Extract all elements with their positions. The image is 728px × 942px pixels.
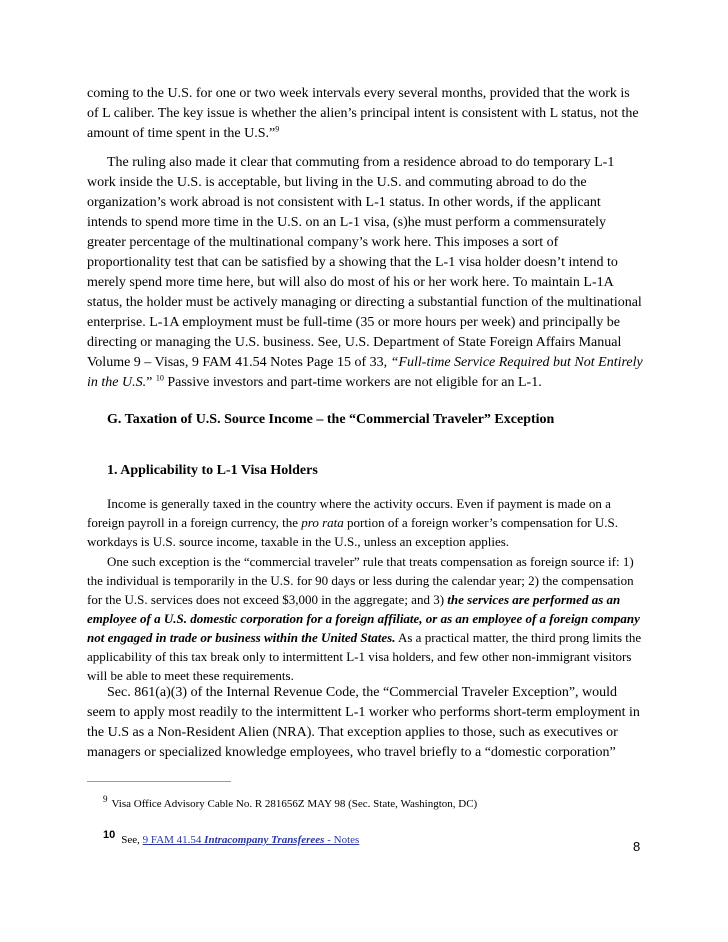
footnote-9 (103, 794, 478, 810)
paragraph-commuting (87, 153, 644, 393)
link-text-b: - Notes (324, 834, 360, 846)
footnote-separator (87, 781, 231, 782)
paragraph-commuting-tail: Passive investors and part-time workers are not eligible for an L-1. (163, 375, 542, 390)
link-text-a: 9 FAM 41.54 (142, 834, 205, 846)
fam-intracompany-link[interactable] (143, 834, 360, 846)
closing-quote: ” (146, 375, 153, 390)
paragraph-income-tax-text: Income is generally taxed in the country where the activity occurs. Even if payment is made on a foreign payroll in a foreign currency, the (87, 496, 611, 530)
paragraph-income-tax (87, 494, 644, 551)
footnote-10 (103, 829, 360, 846)
paragraph-income-tax-tail: portion of a foreign worker’s compensation for U.S. workdays is U.S. source income, taxable in the U.S., unless an exception applies. (87, 515, 618, 549)
footnote-10-number: 10 (103, 829, 116, 842)
footnote-ref-10[interactable]: 10 (155, 373, 164, 383)
pro-rata-italic: pro rata (301, 515, 344, 530)
paragraph-intent (87, 84, 644, 144)
paragraph-commuting-text: The ruling also made it clear that commuting from a residence abroad to do temporary L-1 work inside the U.S. is acceptable, but living in the U.S. and commuting abroad to do the organization’s work abroad is not consistent with L-1 status. In other words, if the applicant intends to spend more time in the U.S. on an L-1 visa, (s)he must perform a commensurately greater percentage of the multinational company’s work here. This imposes a sort of proportionality test that can be satisfied by a showing that the L-1 visa holder doesn’t intend to merely spend more time here, but will also do most of his or her work here. To maintain L-1A status, the holder must be actively managing or directing a substantial function of the multinational enterprise. L-1A employment must be full-time (35 or more hours per week) and principally be directing or managing the U.S. business. See, U.S. Department of State Foreign Affairs Manual Volume 9 – Visas, 9 FAM 41.54 Notes Page 15 of 33, (87, 155, 642, 370)
link-text-italic: Intracompany Transferees (204, 834, 325, 846)
footnote-10-prefix: See, (121, 834, 143, 846)
paragraph-commercial-traveler (87, 552, 644, 685)
fam-quote-italic: “Full-time Service Required but Not Entirely in the U.S. (87, 355, 643, 390)
section-heading-g: G. Taxation of U.S. Source Income – the “Commercial Traveler” Exception (107, 412, 555, 427)
paragraph-intent-text: coming to the U.S. for one or two week intervals every several months, provided that the work is of L caliber. The key issue is whether the alien’s principal intent is consistent with L status, not the amount of time spent in the U.S.” (87, 86, 639, 141)
paragraph-commercial-traveler-tail: As a practical matter, the third prong limits the applicability of this tax break only to intermittent L-1 visa holders, and few other non-immigrant visitors will be able to meet these requirements. (87, 630, 642, 683)
paragraph-commercial-traveler-text: One such exception is the “commercial traveler” rule that treats compensation as foreign source if: 1) the individual is temporarily in the U.S. for 90 days or less during the calendar year; 2) the compensation for the U.S. services does not exceed $3,000 in the aggregate; and 3) (87, 554, 634, 607)
page-number: 8 (633, 839, 641, 854)
employee-requirement-emphasis: the services are performed as an employee of a U.S. domestic corporation for a foreign affiliate, or as an employee of a foreign company not engaged in trade or business within the United States. (87, 592, 640, 645)
paragraph-sec-861: Sec. 861(a)(3) of the Internal Revenue Code, the “Commercial Traveler Exception”, would seem to apply most readily to the intermittent L-1 worker who performs short-term employment in the U.S as a Non-Resident Alien (NRA). That exception applies to those, such as executives or managers or specialized knowledge employees, who travel briefly to a “domestic corporation” (87, 685, 640, 760)
subsection-heading-1: 1. Applicability to L-1 Visa Holders (107, 463, 318, 478)
footnote-ref-9[interactable]: 9 (275, 124, 280, 134)
footnote-9-text: Visa Office Advisory Cable No. R 281656Z MAY 98 (Sec. State, Washington, DC) (111, 798, 478, 810)
footnote-9-number: 9 (103, 794, 108, 805)
